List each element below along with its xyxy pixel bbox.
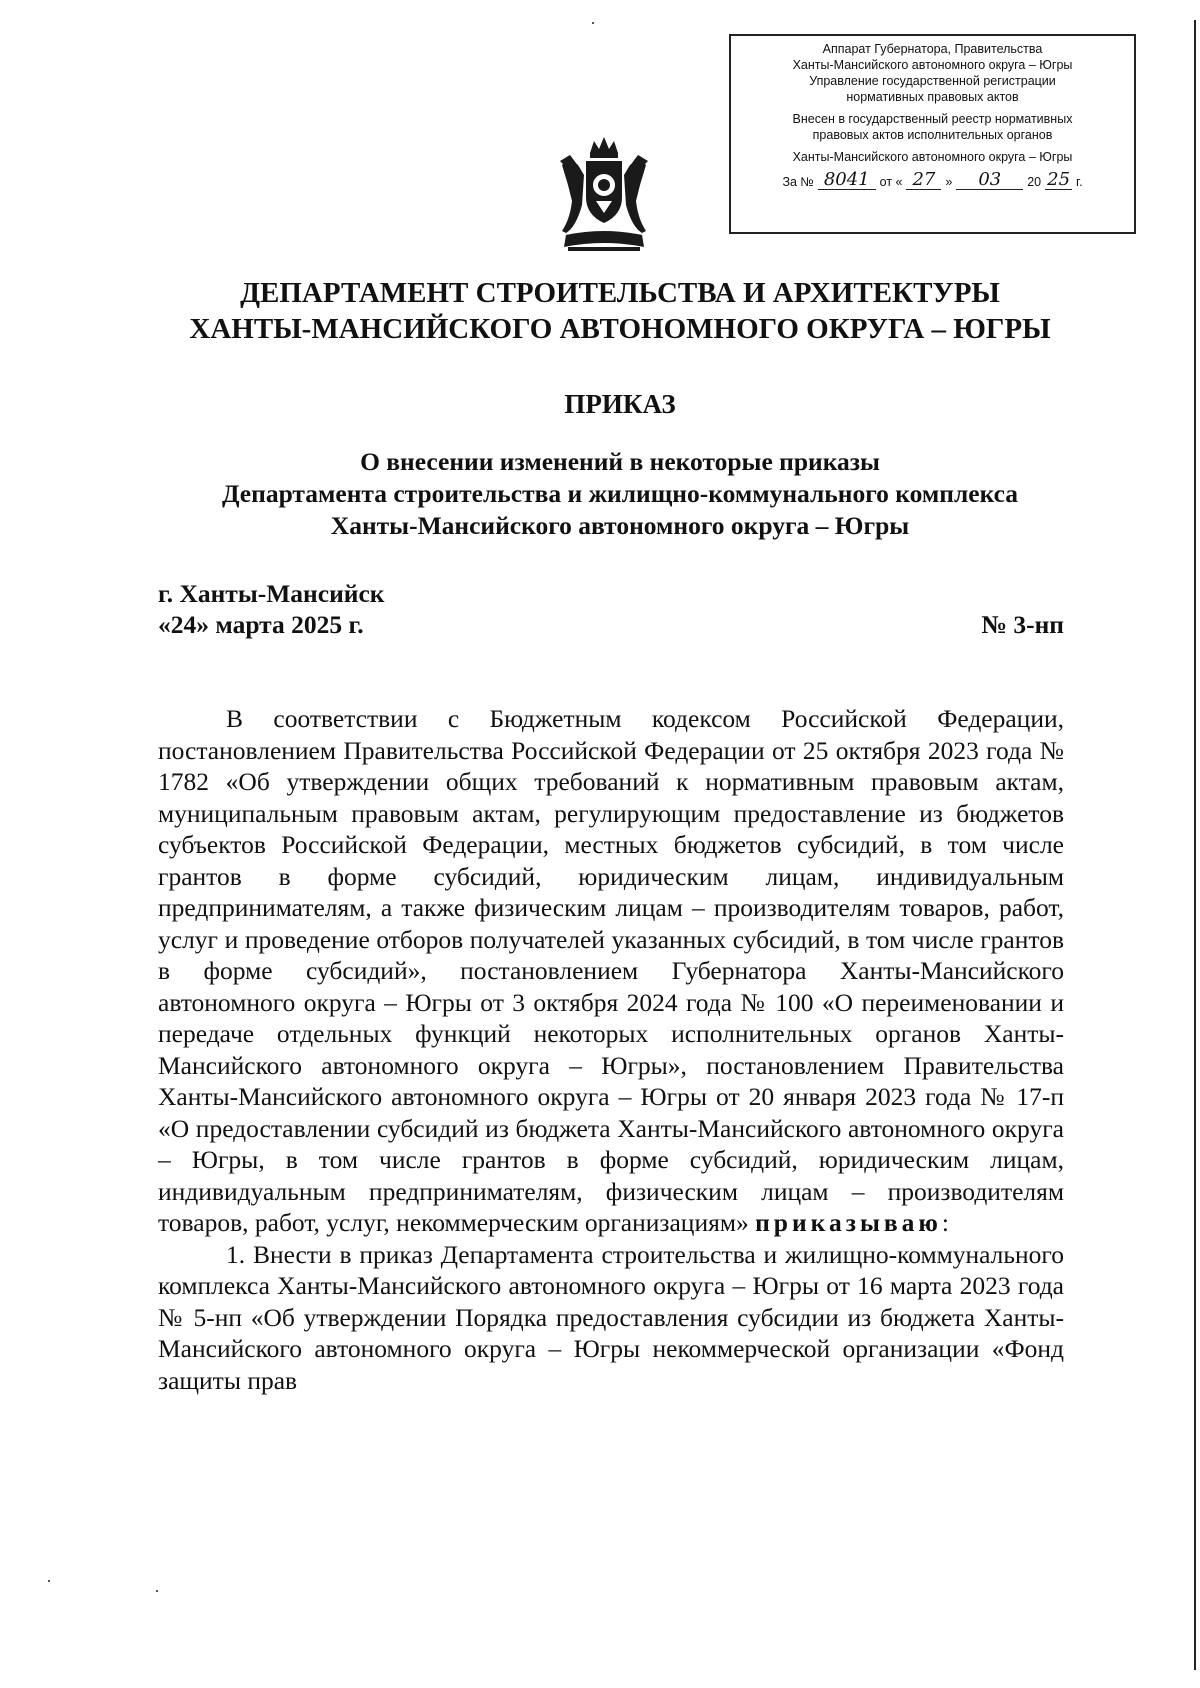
stamp-reg-quote: » [945, 175, 953, 189]
body-paragraph-item-1: 1. Внести в приказ Департамента строительства и жилищно-коммунального комплекса Ханты-Мансийского автономного округа – Югры от 16 марта 2023 года № 5-нп «Об утверждении Порядка предоставления субсидии из бюджета Ханты-Мансийского автономного округа – Югры некоммерческой организации «Фонд защиты прав [158, 1239, 1064, 1395]
stamp-reg-month: 03 [956, 171, 1023, 190]
document-body [158, 703, 1064, 1396]
stamp-reg-from: от « [879, 175, 903, 189]
document-city: г. Ханты-Мансийск [158, 579, 385, 608]
stamp-line: Ханты-Мансийского автономного округа – Югры [792, 58, 1073, 72]
scan-speck [48, 1580, 50, 1582]
page-edge-line [1194, 20, 1196, 1670]
registration-stamp [729, 34, 1136, 234]
stamp-reg-prefix: За № [782, 175, 814, 189]
stamp-reg-year-suffix: г. [1076, 175, 1083, 189]
stamp-reg-number: 8041 [818, 171, 876, 190]
stamp-reg-day: 27 [906, 171, 941, 190]
document-date: «24» марта 2025 г. [158, 610, 364, 639]
subject-line1: О внесении изменений в некоторые приказы [360, 447, 880, 476]
preamble-text: В соответствии с Бюджетным кодексом Российской Федерации, постановлением Правительства Российской Федерации от 25 октября 2023 года № 1782 «Об утверждении общих требований к нормативным правовым актам, муниципальным правовым актам, регулирующим предоставление из бюджетов субъектов Российской Федерации, местных бюджетов субсидий, в том числе грантов в форме субсидий, юридическим лицам, индивидуальным предпринимателям, а также физическим лицам – производителям товаров, работ, услуг и проведение отборов получателей указанных субсидий, в том числе грантов в форме субсидий», постановлением Губернатора Ханты-Мансийского автономного округа – Югры от 3 октября 2024 года № 100 «О переименовании и передаче отдельных функций некоторых исполнительных органов Ханты-Мансийского автономного округа – Югры», постановлением Правительства Ханты-Мансийского автономного округа – Югры от 20 января 2023 года № 17-п «О предоставлении субсидий из бюджета Ханты-Мансийского автономного округа – Югры, в том числе грантов в форме субсидий, юридическим лицам, индивидуальным предпринимателям, физическим лицам – производителям товаров, работ, услуг, некоммерческим организациям» [158, 704, 1064, 1237]
scan-speck [592, 22, 594, 24]
document-meta [158, 578, 1064, 640]
scan-speck [156, 1590, 158, 1592]
stamp-reg-year-prefix: 20 [1027, 175, 1042, 189]
department-title-line2: ХАНТЫ-МАНСИЙСКОГО АВТОНОМНОГО ОКРУГА – ЮГРЫ [189, 313, 1051, 345]
stamp-registration-row [731, 171, 1134, 190]
order-colon: : [941, 1208, 949, 1237]
document-type-heading: ПРИКАЗ [564, 389, 676, 419]
stamp-reg-year: 25 [1047, 169, 1071, 190]
coat-of-arms-icon [556, 135, 652, 253]
department-title-line1: ДЕПАРТАМЕНТ СТРОИТЕЛЬСТВА И АРХИТЕКТУРЫ [240, 277, 1000, 309]
order-word: приказываю [755, 1208, 942, 1237]
stamp-line: Управление государственной регистрации [809, 74, 1056, 88]
document-number: № 3-нп [981, 610, 1064, 639]
stamp-line: Аппарат Губернатора, Правительства [822, 42, 1043, 56]
subject-line3: Ханты-Мансийского автономного округа – Югры [330, 511, 910, 540]
stamp-line: Ханты-Мансийского автономного округа – Югры [792, 150, 1073, 164]
body-paragraph-preamble [158, 703, 1064, 1239]
subject-line2: Департамента строительства и жилищно-коммунального комплекса [221, 479, 1019, 508]
stamp-line: правовых актов исполнительных органов [812, 128, 1053, 142]
stamp-line: Внесен в государственный реестр нормативных [792, 112, 1073, 126]
stamp-line: нормативных правовых актов [846, 90, 1019, 104]
